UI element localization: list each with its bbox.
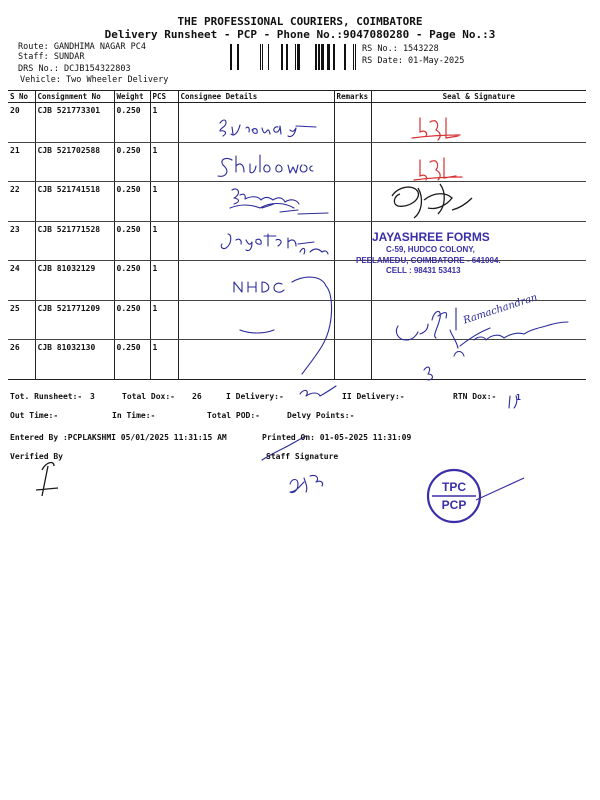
cell-consignment: CJB 521771528 bbox=[35, 221, 114, 261]
signature-row25b bbox=[424, 367, 433, 380]
signature-row25-text: Ramachandran bbox=[462, 292, 539, 327]
cell-sno: 20 bbox=[8, 103, 35, 143]
drs-number: DRS No.: DCJB154322803 bbox=[18, 64, 131, 74]
in-time-label: In Time:- bbox=[112, 411, 156, 420]
col-header-seal: Seal & Signature bbox=[371, 91, 586, 103]
col-header-sno: S No bbox=[8, 91, 35, 103]
col-header-weight: Weight bbox=[114, 91, 150, 103]
cell-weight: 0.250 bbox=[114, 300, 150, 340]
handwriting-row24 bbox=[234, 277, 332, 374]
cell-consignment: CJB 81032130 bbox=[35, 340, 114, 380]
delivery-mark bbox=[300, 386, 336, 396]
jayashree-stamp-name: JAYASHREE FORMS bbox=[372, 230, 490, 244]
cell-weight: 0.250 bbox=[114, 340, 150, 380]
cell-pcs: 1 bbox=[150, 261, 178, 301]
rtn-dox-label: RTN Dox:- bbox=[453, 392, 497, 401]
handwriting-row22 bbox=[230, 189, 328, 214]
handwriting-row20 bbox=[220, 120, 316, 137]
cell-pcs: 1 bbox=[150, 340, 178, 380]
rtn-dox-value: 1 bbox=[516, 393, 521, 402]
staff-signature-mark bbox=[262, 436, 323, 493]
cell-pcs: 1 bbox=[150, 142, 178, 182]
red-mark-row21 bbox=[414, 158, 462, 180]
staff-label: Staff: SUNDAR bbox=[18, 52, 85, 62]
tot-runsheet-label: Tot. Runsheet:- bbox=[10, 392, 83, 401]
cell-sno: 22 bbox=[8, 182, 35, 222]
verified-by-label: Verified By bbox=[10, 452, 63, 461]
cell-pcs: 1 bbox=[150, 221, 178, 261]
cell-pcs: 1 bbox=[150, 182, 178, 222]
runsheet-title: Delivery Runsheet - PCP - Phone No.:9047080280 - Page No.:3 bbox=[104, 28, 496, 41]
cell-consignment: CJB 521702588 bbox=[35, 142, 114, 182]
printed-on: Printed On: 01-05-2025 11:31:09 bbox=[262, 433, 412, 442]
cell-consignment: CJB 521773301 bbox=[35, 103, 114, 143]
cell-weight: 0.250 bbox=[114, 142, 150, 182]
cell-weight: 0.250 bbox=[114, 103, 150, 143]
total-dox-value: 26 bbox=[192, 392, 202, 401]
cell-sno: 21 bbox=[8, 142, 35, 182]
cell-weight: 0.250 bbox=[114, 221, 150, 261]
jayashree-stamp-line2: PEELAMEDU, COIMBATORE - 641004. bbox=[356, 256, 501, 265]
delvy-points-label: Delvy Points:- bbox=[287, 411, 355, 420]
cell-consignment: CJB 521741518 bbox=[35, 182, 114, 222]
tpc-stamp-bottom: PCP bbox=[441, 498, 467, 512]
cell-sno: 25 bbox=[8, 300, 35, 340]
out-time-label: Out Time:- bbox=[10, 411, 59, 420]
col-header-consignee: Consignee Details bbox=[178, 91, 334, 103]
jayashree-stamp-line3: CELL : 98431 53413 bbox=[386, 266, 461, 275]
tpc-stamp-top: TPC bbox=[442, 480, 466, 494]
cell-pcs: 1 bbox=[150, 103, 178, 143]
rs-date: RS Date: 01-May-2025 bbox=[362, 56, 465, 66]
cell-weight: 0.250 bbox=[114, 182, 150, 222]
total-dox-label: Total Dox:- bbox=[122, 392, 175, 401]
cell-sno: 26 bbox=[8, 340, 35, 380]
handwriting-row21 bbox=[218, 155, 313, 176]
col-header-remarks: Remarks bbox=[334, 91, 371, 103]
cell-consignment: CJB 521771209 bbox=[35, 300, 114, 340]
col-header-pcs: PCS bbox=[150, 91, 178, 103]
i-delivery-label: I Delivery:- bbox=[226, 392, 284, 401]
handwriting-row23 bbox=[221, 234, 328, 254]
vehicle-label: Vehicle: Two Wheeler Delivery bbox=[20, 75, 169, 85]
route-label: Route: GANDHIMA NAGAR PC4 bbox=[18, 42, 146, 52]
company-title: THE PROFESSIONAL COURIERS, COIMBATORE bbox=[177, 15, 423, 28]
total-pod-label: Total POD:- bbox=[207, 411, 260, 420]
col-header-consignment: Consignment No bbox=[35, 91, 114, 103]
verified-signature bbox=[36, 463, 58, 496]
jayashree-stamp-line1: C-59, HUDCO COLONY, bbox=[386, 245, 475, 254]
ii-delivery-label: II Delivery:- bbox=[342, 392, 405, 401]
tot-runsheet-value: 3 bbox=[90, 392, 95, 401]
cell-pcs: 1 bbox=[150, 300, 178, 340]
cell-sno: 23 bbox=[8, 221, 35, 261]
red-mark-row20 bbox=[412, 118, 460, 140]
cell-sno: 24 bbox=[8, 261, 35, 301]
rs-number: RS No.: 1543228 bbox=[362, 44, 439, 54]
handwriting-row26 bbox=[240, 330, 274, 333]
cell-weight: 0.250 bbox=[114, 261, 150, 301]
signature-row22 bbox=[392, 184, 472, 218]
cell-consignment: CJB 81032129 bbox=[35, 261, 114, 301]
staff-signature-label: Staff Signature bbox=[266, 452, 339, 461]
tpc-round-stamp bbox=[428, 470, 524, 522]
entered-by: Entered By :PCPLAKSHMI 05/01/2025 11:31:15 AM bbox=[10, 433, 227, 442]
